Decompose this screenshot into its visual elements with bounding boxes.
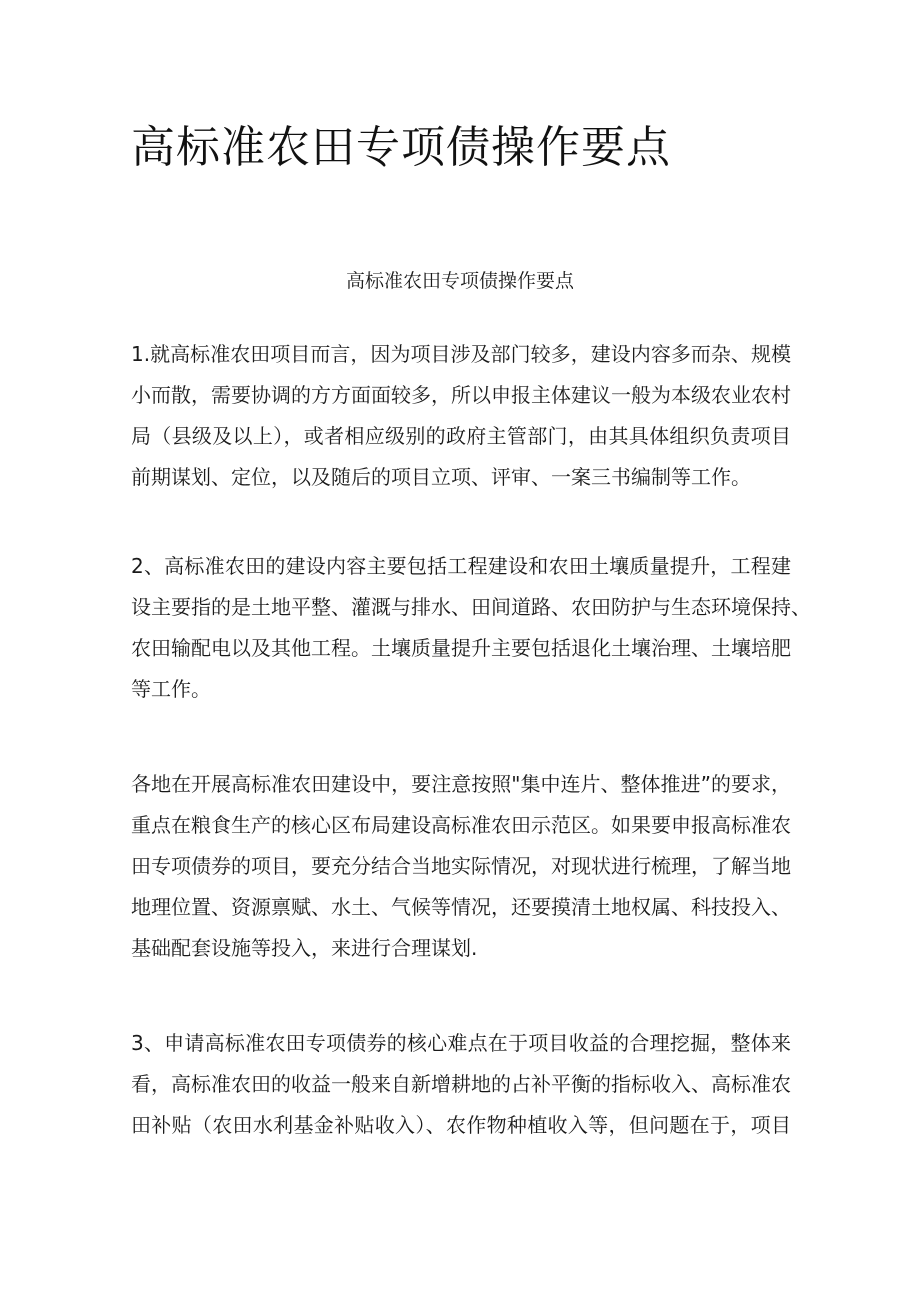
- document-subtitle: 高标准农田专项债操作要点: [345, 270, 574, 292]
- paragraph-line: 田专项债券的项目，要充分结合当地实际情况，对现状进行梳理，了解当地: [131, 854, 791, 878]
- paragraph-line: 前期谋划、定位，以及随后的项目立项、评审、一案三书编制等工作。: [131, 465, 751, 489]
- document-title: 高标准农田专项债操作要点: [131, 122, 671, 173]
- paragraph-line: 重点在粮食生产的核心区布局建设高标准农田示范区。如果要申报高标准农: [131, 813, 791, 837]
- paragraph-4: [131, 1023, 791, 1146]
- paragraph-1: [131, 334, 791, 498]
- paragraph-line: 基础配套设施等投入，来进行合理谋划.: [131, 936, 478, 960]
- paragraph-line: 等工作。: [131, 677, 211, 701]
- paragraph-line: 地理位置、资源禀赋、水土、气候等情况，还要摸清土地权属、科技投入、: [131, 895, 791, 919]
- paragraph-line: 田补贴（农田水利基金补贴收入）、农作物种植收入等，但问题在于，项目: [131, 1113, 791, 1137]
- paragraph-line: 局（县级及以上），或者相应级别的政府主管部门，由其具体组织负责项目: [131, 424, 791, 448]
- paragraph-line: 设主要指的是土地平整、灌溉与排水、田间道路、农田防护与生态环境保持、: [131, 595, 811, 619]
- paragraph-line: 3、申请高标准农田专项债券的核心难点在于项目收益的合理挖掘，整体来: [131, 1031, 791, 1055]
- paragraph-3: [131, 764, 791, 969]
- paragraph-line: 农田输配电以及其他工程。土壤质量提升主要包括退化土壤治理、土壤培肥: [131, 636, 791, 660]
- paragraph-line: 2、高标准农田的建设内容主要包括工程建设和农田土壤质量提升，工程建: [131, 554, 791, 578]
- paragraph-2: [131, 546, 811, 710]
- paragraph-line: 小而散，需要协调的方方面面较多，所以申报主体建议一般为本级农业农村: [131, 383, 791, 407]
- paragraph-line: 1.就高标准农田项目而言，因为项目涉及部门较多，建设内容多而杂、规模: [131, 342, 791, 366]
- paragraph-line: 看，高标准农田的收益一般来自新增耕地的占补平衡的指标收入、高标准农: [131, 1072, 791, 1096]
- paragraph-line: 各地在开展高标准农田建设中，要注意按照"集中连片、整体推进”的要求，: [131, 772, 791, 796]
